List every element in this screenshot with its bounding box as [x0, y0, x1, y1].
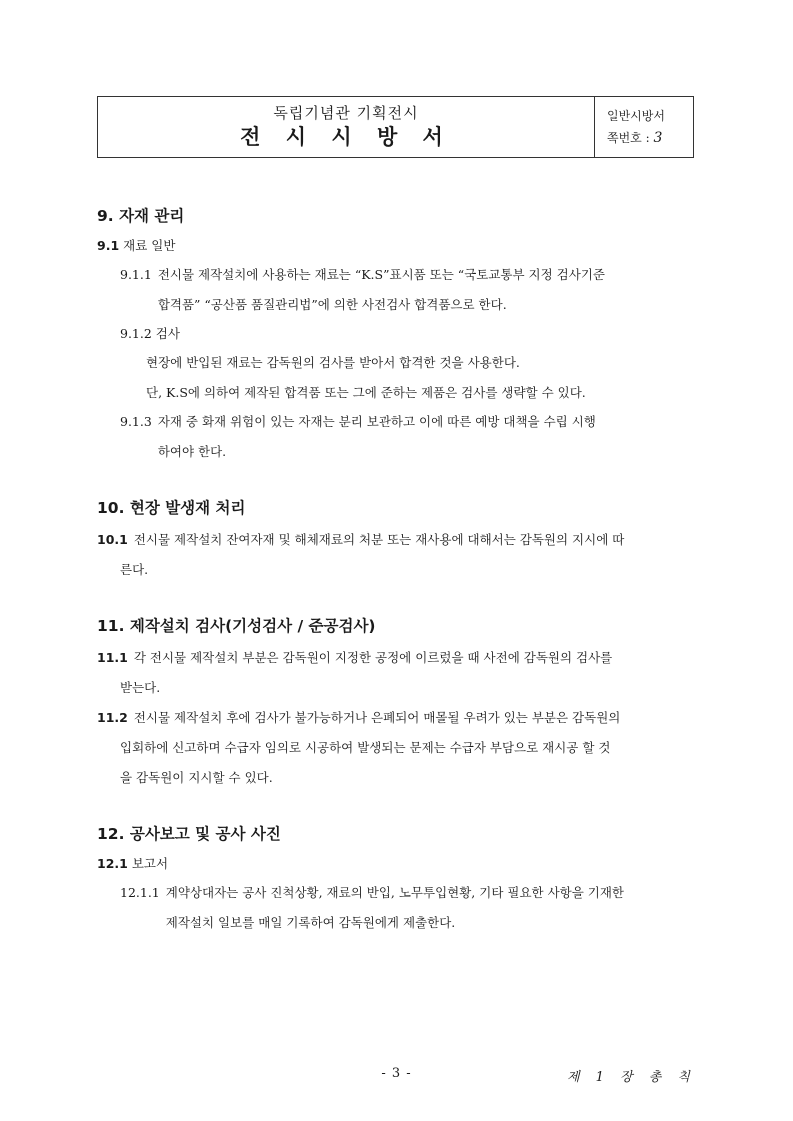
header-subtitle: 독립기념관 기획전시 — [273, 104, 419, 122]
item-9-1-1 — [97, 265, 697, 315]
para-11-2-text-cont: 입회하에 신고하며 수급자 임의로 시공하여 발생되는 문제는 수급자 부담으로 재시공 할 것 — [120, 740, 611, 755]
item-9-1-2-para-2: 단, K.S에 의하여 제작된 합격품 또는 그에 준하는 제품은 검사를 생략할 수 있다. — [146, 385, 586, 400]
subsection-12-1-title: 보고서 — [131, 856, 169, 871]
item-9-1-3-text-cont: 하여야 한다. — [157, 444, 227, 459]
doc-type-label: 일반시방서 — [607, 109, 665, 123]
para-11-1-text: 각 전시물 제작설치 부분은 감독원이 지정한 공정에 이르렀을 때 사전에 감독원의 검사를 — [133, 650, 613, 665]
footer-chapter: 제 1 장 총 칙 — [566, 1070, 696, 1085]
header-title-cell — [98, 97, 595, 157]
para-11-2 — [97, 708, 697, 728]
item-9-1-2-number: 9.1.2 — [120, 326, 152, 341]
header-title: 전 시 시 방 서 — [240, 124, 452, 149]
item-9-1-2-para-1: 현장에 반입된 재료는 감독원의 검사를 받아서 합격한 것을 사용한다. — [146, 355, 520, 370]
section-10-heading: 10. 현장 발생재 처리 — [97, 499, 246, 517]
subsection-12-1-number: 12.1 — [97, 856, 128, 871]
item-9-1-3-text: 자재 중 화재 위험이 있는 자재는 분리 보관하고 이에 따른 예방 대책을 수립 시행 — [157, 414, 596, 429]
para-10-1 — [97, 530, 697, 550]
para-11-1-number: 11.1 — [97, 650, 128, 665]
item-12-1-1-text: 계약상대자는 공사 진척상황, 재료의 반입, 노무투입현황, 기타 필요한 사항을 기재한 — [165, 885, 624, 900]
subsection-9-1-number: 9.1 — [97, 238, 120, 253]
section-11-heading: 11. 제작설치 검사(기성검사 / 준공검사) — [97, 617, 376, 635]
item-9-1-2-title: 검사 — [155, 326, 180, 341]
para-10-1-text: 전시물 제작설치 잔여자재 및 해체재료의 처분 또는 재사용에 대해서는 감독원의 지시에 따 — [133, 532, 625, 547]
para-10-1-number: 10.1 — [97, 532, 128, 547]
item-9-1-3 — [97, 412, 697, 462]
item-9-1-1-text: 전시물 제작설치에 사용하는 재료는 “K.S”표시품 또는 “국토교통부 지정 검사기준 — [157, 267, 605, 282]
page-number-label: 쪽번호 : — [607, 131, 650, 145]
item-12-1-1-text-cont: 제작설치 일보를 매일 기록하여 감독원에게 제출한다. — [165, 915, 456, 930]
header-info-cell — [595, 97, 693, 157]
subsection-12-1 — [97, 854, 697, 874]
para-11-1 — [97, 648, 697, 668]
section-12-heading: 12. 공사보고 및 공사 사진 — [97, 825, 281, 843]
para-10-1-text-cont: 른다. — [120, 562, 149, 577]
document-body — [97, 195, 697, 933]
para-11-1-text-cont: 받는다. — [120, 680, 161, 695]
subsection-9-1 — [97, 236, 697, 256]
item-9-1-2 — [120, 324, 697, 344]
item-12-1-1-number: 12.1.1 — [120, 885, 160, 900]
section-9-heading: 9. 자재 관리 — [97, 207, 185, 225]
page-number-row — [607, 127, 693, 149]
item-9-1-3-number: 9.1.3 — [120, 414, 152, 429]
item-12-1-1 — [97, 883, 697, 933]
para-11-2-text-cont-2: 을 감독원이 지시할 수 있다. — [120, 770, 273, 785]
item-9-1-1-number: 9.1.1 — [120, 267, 152, 282]
document-header — [97, 96, 694, 158]
para-11-2-number: 11.2 — [97, 710, 128, 725]
page-number-value: 3 — [653, 130, 663, 146]
item-9-1-1-text-cont: 합격품” “공산품 품질관리법”에 의한 사전검사 합격품으로 한다. — [157, 297, 507, 312]
para-11-2-text: 전시물 제작설치 후에 검사가 불가능하거나 은폐되어 매몰될 우려가 있는 부분은 감독원의 — [133, 710, 621, 725]
footer-page-number: - 3 - — [381, 1066, 412, 1081]
subsection-9-1-title: 재료 일반 — [123, 238, 176, 253]
